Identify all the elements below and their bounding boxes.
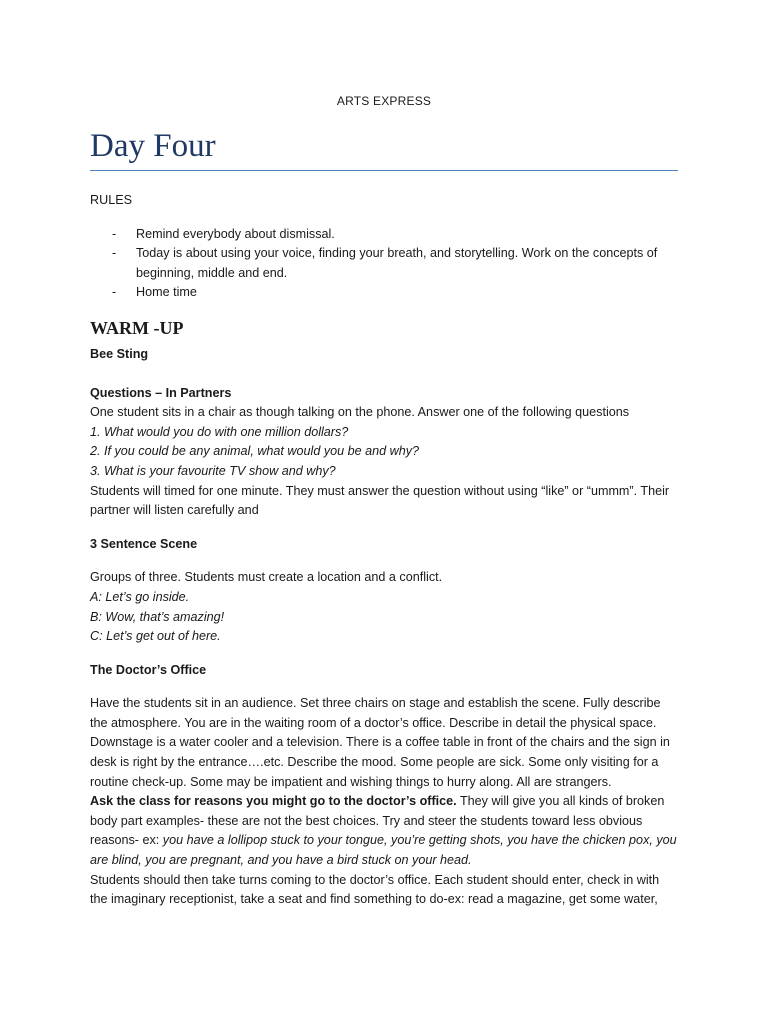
three-sentence-intro: Groups of three. Students must create a location and a conflict.	[90, 570, 443, 585]
spacer	[90, 647, 678, 661]
doctors-office-paragraph: Have the students sit in an audience. Set three chairs on stage and establish the scene. Fully describe the atmosphere. You are in the waiting room of a doctor’s office. Describe in detail the physical space. Downstage is a water cooler and a television. There is a coffee table in front of the chairs and the sign in desk is right by the entrance….etc. Describe the mood. Some people are sick. Some only visiting for a routine check-up. Some may be impatient and wishing things to hurry along. All are strangers.	[90, 696, 670, 789]
rule-text: Home time	[136, 285, 197, 300]
document-header: ARTS EXPRESS	[336, 94, 432, 108]
example-text: you have a lollipop stuck to your tongue, you’re getting shots, you have the chicken pox, you are blind, you are pregnant, and you have a bird stuck on your head.	[90, 833, 677, 868]
questions-heading: Questions – In Partners	[90, 385, 232, 400]
page-title: Day Four	[90, 128, 216, 164]
questions-outro: Students will timed for one minute. They must answer the question without using “like” or “ummm”. Their partner will listen carefully and	[90, 483, 670, 518]
rules-list	[90, 225, 678, 303]
spacer	[90, 521, 678, 535]
three-sentence-heading: 3 Sentence Scene	[90, 536, 198, 551]
rule-text: Today is about using your voice, finding your breath, and storytelling. Work on the concepts of beginning, middle and end.	[136, 246, 658, 280]
spacer	[90, 680, 678, 694]
doctors-office-heading: The Doctor’s Office	[90, 662, 207, 677]
list-item	[90, 225, 678, 245]
dash-bullet: -	[112, 246, 117, 261]
question-item: 3. What is your favourite TV show and why?	[90, 463, 336, 478]
scene-line: C: Let’s get out of here.	[90, 629, 221, 644]
document-body	[90, 191, 678, 910]
doctors-office-paragraph: Students should then take turns coming to the doctor’s office. Each student should enter, check in with the imaginary receptionist, take a seat and find something to do-ex: read a magazine, get some water,	[90, 872, 660, 907]
doctors-office-paragraph	[90, 792, 678, 870]
rules-label: RULES	[90, 193, 132, 207]
list-item	[90, 244, 678, 283]
body-text: They will give you all kinds of broken body part examples- these are not the best choices. Try and steer the students toward less obvious reasons- ex:	[90, 794, 665, 848]
bee-sting-heading: Bee Sting	[90, 346, 149, 361]
emphasis-text: Ask the class for reasons you might go to the doctor’s office.	[90, 794, 457, 809]
scene-line: A: Let’s go inside.	[90, 589, 190, 604]
question-item: 2. If you could be any animal, what would you be and why?	[90, 444, 420, 459]
question-item: 1. What would you do with one million dollars?	[90, 424, 349, 439]
spacer	[90, 554, 678, 568]
list-item	[90, 283, 678, 303]
dash-bullet: -	[112, 285, 117, 300]
rule-text: Remind everybody about dismissal.	[136, 226, 335, 241]
title-divider	[90, 170, 678, 171]
dash-bullet: -	[112, 226, 117, 241]
spacer	[90, 365, 678, 384]
questions-intro: One student sits in a chair as though talking on the phone. Answer one of the following questions	[90, 405, 630, 420]
scene-line: B: Wow, that’s amazing!	[90, 609, 225, 624]
warmup-heading: WARM -UP	[90, 317, 184, 338]
